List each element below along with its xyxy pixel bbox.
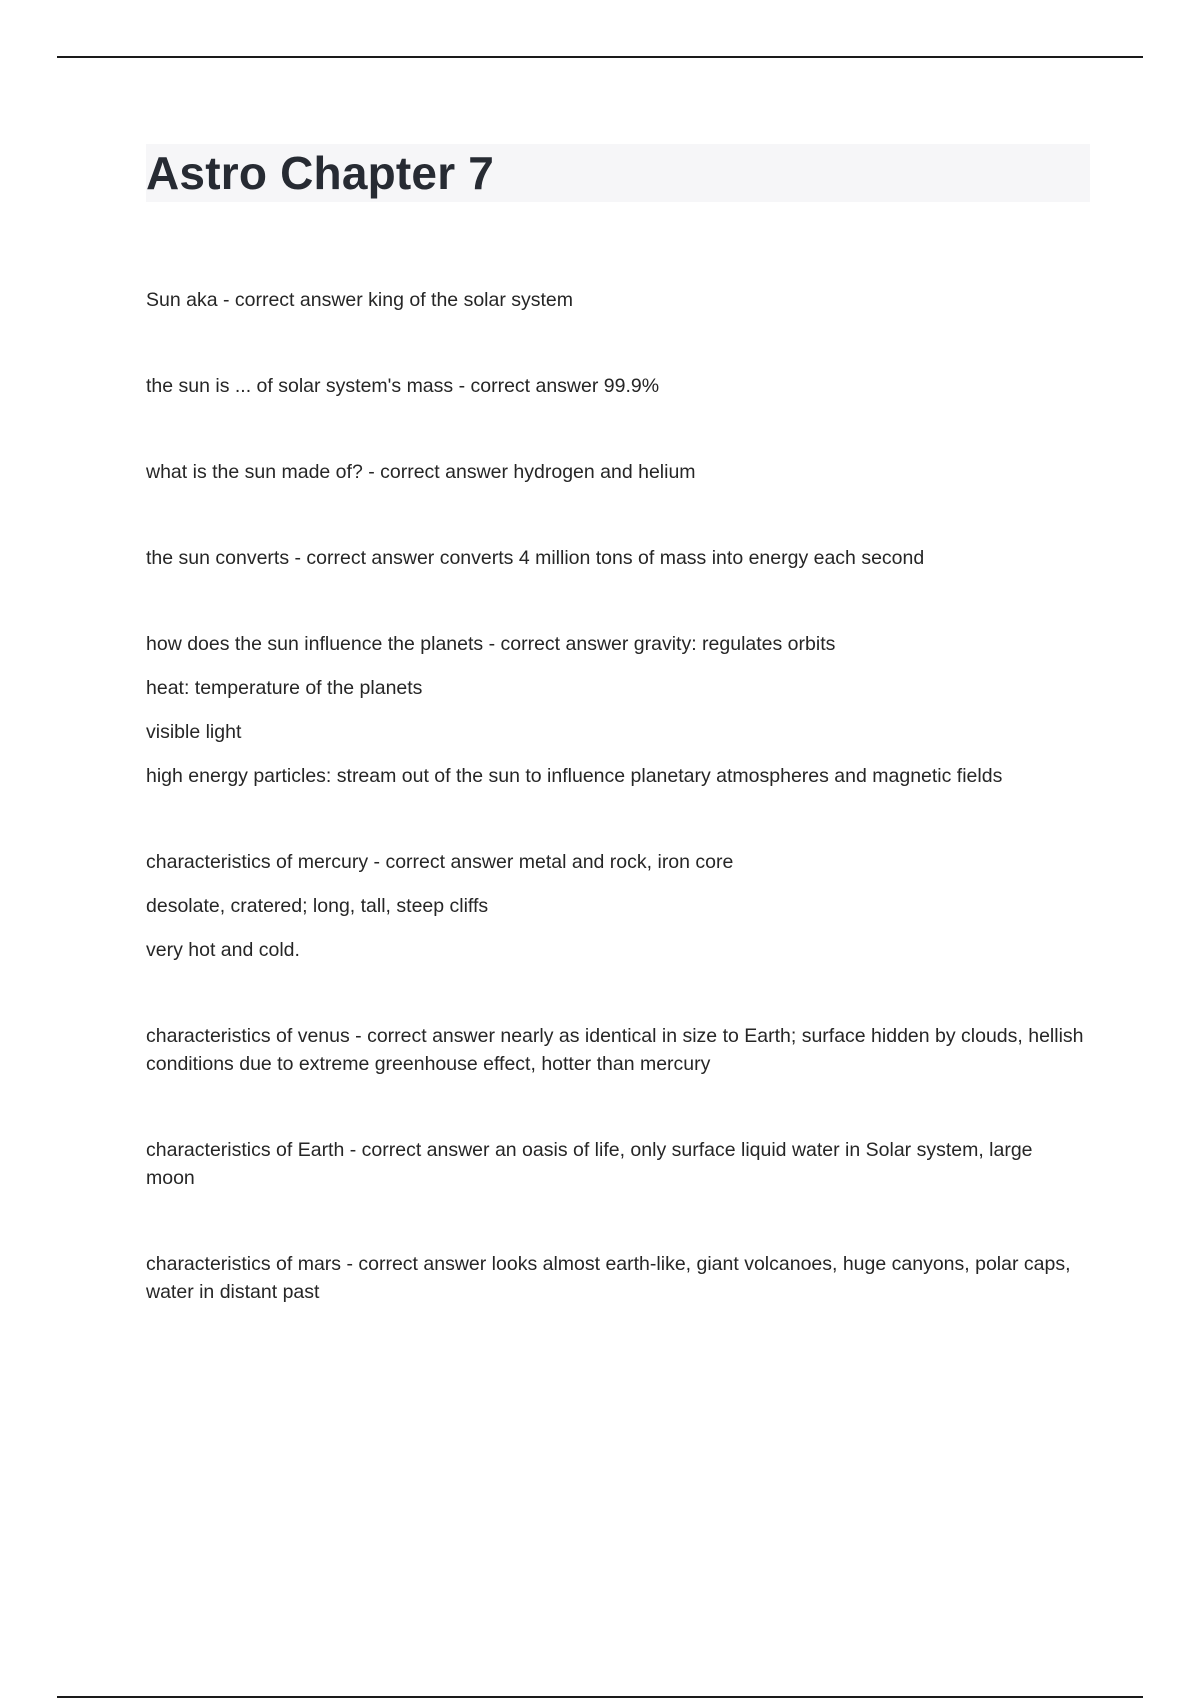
header-rule bbox=[57, 56, 1143, 58]
qa-line: heat: temperature of the planets bbox=[146, 677, 423, 699]
qa-line: how does the sun influence the planets - correct answer gravity: regulates orbits bbox=[146, 633, 836, 655]
qa-line: characteristics of Earth - correct answer an oasis of life, only surface liquid water in Solar system, large moon bbox=[146, 1139, 1033, 1189]
qa-line: characteristics of mercury - correct answer metal and rock, iron core bbox=[146, 851, 734, 873]
qa-entry bbox=[146, 458, 1086, 486]
qa-entry bbox=[146, 544, 1086, 572]
qa-entry bbox=[146, 848, 1086, 964]
qa-line: desolate, cratered; long, tall, steep cliffs bbox=[146, 895, 489, 917]
qa-line: what is the sun made of? - correct answer hydrogen and helium bbox=[146, 461, 696, 483]
qa-line: visible light bbox=[146, 721, 242, 743]
document-title: Astro Chapter 7 bbox=[146, 147, 495, 199]
qa-line: the sun is ... of solar system's mass - correct answer 99.9% bbox=[146, 375, 660, 397]
qa-entry bbox=[146, 1250, 1086, 1306]
qa-entry bbox=[146, 630, 1086, 790]
qa-line: characteristics of venus - correct answer nearly as identical in size to Earth; surface hidden by clouds, hellish conditions due to extreme greenhouse effect, hotter than mercury bbox=[146, 1025, 1084, 1075]
qa-line: high energy particles: stream out of the sun to influence planetary atmospheres and magnetic fields bbox=[146, 765, 1003, 787]
qa-entry bbox=[146, 1022, 1086, 1078]
qa-line: very hot and cold. bbox=[146, 939, 300, 961]
qa-line: the sun converts - correct answer converts 4 million tons of mass into energy each second bbox=[146, 547, 925, 569]
qa-entry bbox=[146, 1136, 1086, 1192]
qa-list bbox=[146, 286, 1086, 1364]
qa-line: Sun aka - correct answer king of the solar system bbox=[146, 289, 574, 311]
footer-rule bbox=[57, 1696, 1143, 1698]
qa-entry bbox=[146, 372, 1086, 400]
qa-line: characteristics of mars - correct answer looks almost earth-like, giant volcanoes, huge canyons, polar caps, water in distant past bbox=[146, 1253, 1071, 1303]
qa-entry bbox=[146, 286, 1086, 314]
